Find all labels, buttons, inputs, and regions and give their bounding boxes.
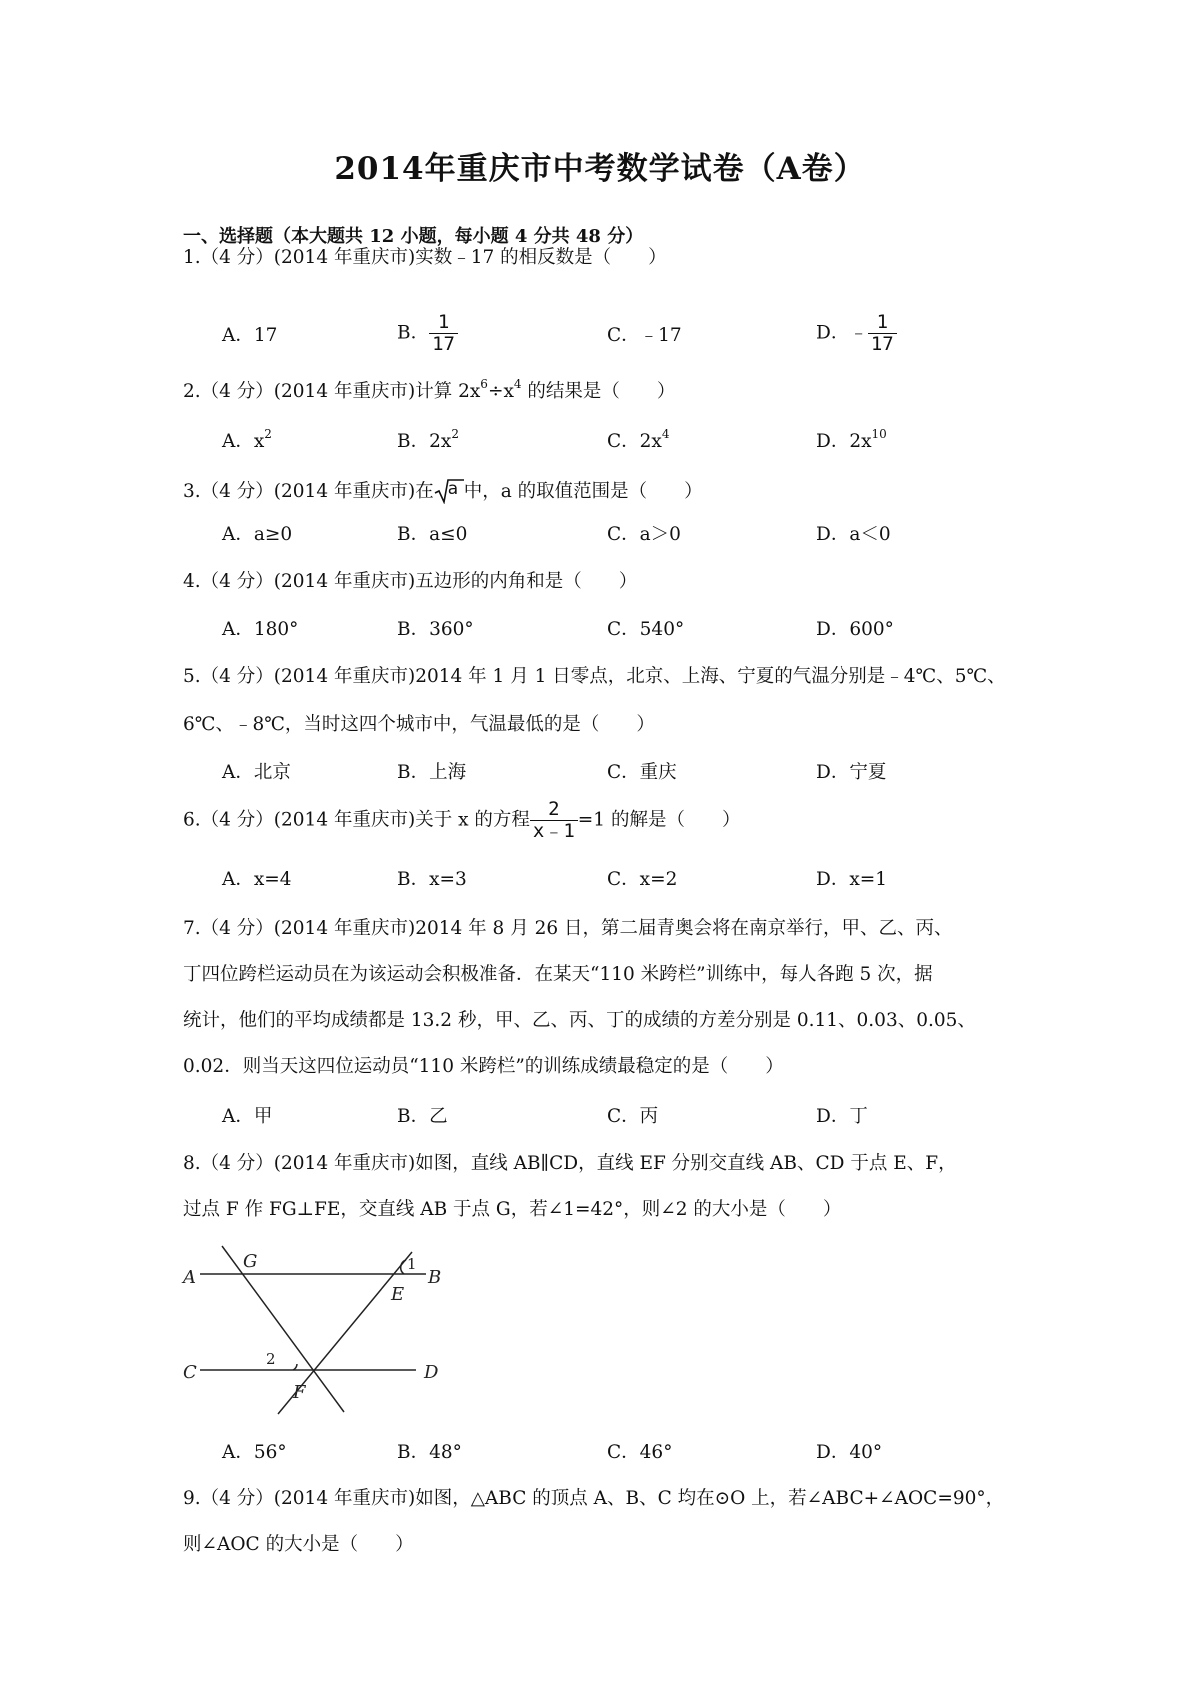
question-3-stem: 3.（4 分）(2014 年重庆市)在 a 中，a 的取值范围是（ ） <box>183 479 703 502</box>
q6-option-c: C．x=2 <box>607 869 678 890</box>
q6-equation-fraction: $\frac{2}{x﹣1}$ <box>530 800 578 842</box>
q4-option-a: A．180° <box>222 619 299 640</box>
question-5-stem-line1: 5.（4 分）(2014 年重庆市)2014 年 1 月 1 日零点，北京、上海、宁夏的气温分别是﹣4℃、5℃、 <box>183 666 1006 687</box>
question-5-stem-line2: 6℃、﹣8℃，当时这四个城市中，气温最低的是（ ） <box>183 714 655 735</box>
q1-option-c: C．﹣17 <box>607 325 682 346</box>
line-fg <box>222 1246 344 1412</box>
q7-option-d: D．丁 <box>816 1106 868 1127</box>
q4-option-c: C．540° <box>607 619 685 640</box>
page-title: 2014年重庆市中考数学试卷（A卷） <box>334 151 866 187</box>
label-c: C <box>183 1362 197 1383</box>
label-f: F <box>293 1382 306 1403</box>
q3-option-b: B．a≤0 <box>397 524 468 545</box>
question-2-stem: 2.（4 分）(2014 年重庆市)计算 $2x^6\div x^4$ 的结果是（ ） <box>183 377 676 402</box>
q1-option-d <box>816 313 897 355</box>
q4-option-b: B．360° <box>397 619 474 640</box>
question-9-line2: 则∠AOC 的大小是（ ） <box>183 1534 414 1555</box>
question-7-line3: 统计，他们的平均成绩都是 13.2 秒，甲、乙、丙、丁的成绩的方差分别是 0.11、0.03、0.05、 <box>183 1010 976 1031</box>
q5-option-a: A．北京 <box>222 762 291 783</box>
question-8-line1: 8.（4 分）(2014 年重庆市)如图，直线 AB∥CD，直线 EF 分别交直线 AB、CD 于点 E、F， <box>183 1153 957 1174</box>
q5-option-b: B．上海 <box>397 762 467 783</box>
q8-option-c: C．46° <box>607 1442 673 1463</box>
angle-2-arc <box>293 1364 297 1370</box>
question-7-line1: 7.（4 分）(2014 年重庆市)2014 年 8 月 26 日，第二届青奥会将在南京举行，甲、乙、丙、 <box>183 918 953 939</box>
q8-geometry-figure <box>180 1236 450 1416</box>
q6-option-b: B．x=3 <box>397 869 467 890</box>
q2-option-d: D．$2x^{10}$ <box>816 427 887 452</box>
q1-option-a: A．17 <box>222 325 278 346</box>
q6-option-d: D．x=1 <box>816 869 888 890</box>
q3-option-d: D．a＜0 <box>816 524 891 545</box>
q1-option-b <box>397 313 458 355</box>
q7-option-b: B．乙 <box>397 1106 448 1127</box>
q8-option-b: B．48° <box>397 1442 462 1463</box>
q6-option-a: A．x=4 <box>222 869 292 890</box>
q1-option-b-fraction: $\frac{1}{17}$ <box>429 313 458 355</box>
q8-option-d: D．40° <box>816 1442 883 1463</box>
question-1-stem: 1.（4 分）(2014 年重庆市)实数﹣17 的相反数是（ ） <box>183 247 667 268</box>
label-a: A <box>183 1267 196 1288</box>
q7-option-a: A．甲 <box>222 1106 273 1127</box>
q2-option-a: A．$x^2$ <box>222 427 272 452</box>
question-7-line2: 丁四位跨栏运动员在为该运动会积极准备．在某天“110 米跨栏”训练中，每人各跑 5 次，据 <box>183 964 933 985</box>
q5-option-d: D．宁夏 <box>816 762 887 783</box>
label-1: 1 <box>407 1255 417 1273</box>
label-g: G <box>243 1251 258 1272</box>
question-6-stem: 6.（4 分）(2014 年重庆市)关于 x 的方程 $\frac{2}{x﹣1}$ =1 的解是（ ） <box>183 798 741 842</box>
label-b: B <box>428 1267 442 1288</box>
label-e: E <box>391 1284 405 1305</box>
q2-option-c: C．$2x^4$ <box>607 427 670 452</box>
q4-option-d: D．600° <box>816 619 894 640</box>
question-9-line1: 9.（4 分）(2014 年重庆市)如图，△ABC 的顶点 A、B、C 均在⊙O 上，若∠ABC+∠AOC=90°， <box>183 1488 1005 1509</box>
q7-option-c: C．丙 <box>607 1106 659 1127</box>
section-heading: 一、选择题（本大题共 12 小题，每小题 4 分共 48 分） <box>183 226 644 247</box>
q1-option-d-sign: ﹣ <box>849 322 868 344</box>
q1-option-d-fraction: $\frac{1}{17}$ <box>868 313 897 355</box>
angle-1-arc <box>401 1260 406 1274</box>
q1-option-b-label: B． <box>397 322 430 344</box>
label-d: D <box>424 1362 439 1383</box>
q5-option-c: C．重庆 <box>607 762 677 783</box>
question-4-stem: 4.（4 分）(2014 年重庆市)五边形的内角和是（ ） <box>183 571 638 592</box>
q8-option-a: A．56° <box>222 1442 287 1463</box>
label-2: 2 <box>266 1350 276 1368</box>
q2-option-b: B．$2x^2$ <box>397 427 459 452</box>
question-8-line2: 过点 F 作 FG⊥FE，交直线 AB 于点 G，若∠1=42°，则∠2 的大小是（ ） <box>183 1199 842 1220</box>
q3-option-c: C．a＞0 <box>607 524 681 545</box>
question-7-line4: 0.02．则当天这四位运动员“110 米跨栏”的训练成绩最稳定的是（ ） <box>183 1056 784 1077</box>
q3-option-a: A．a≥0 <box>222 524 293 545</box>
sqrt-symbol: a <box>434 478 464 504</box>
q1-option-d-label: D． <box>816 322 850 344</box>
